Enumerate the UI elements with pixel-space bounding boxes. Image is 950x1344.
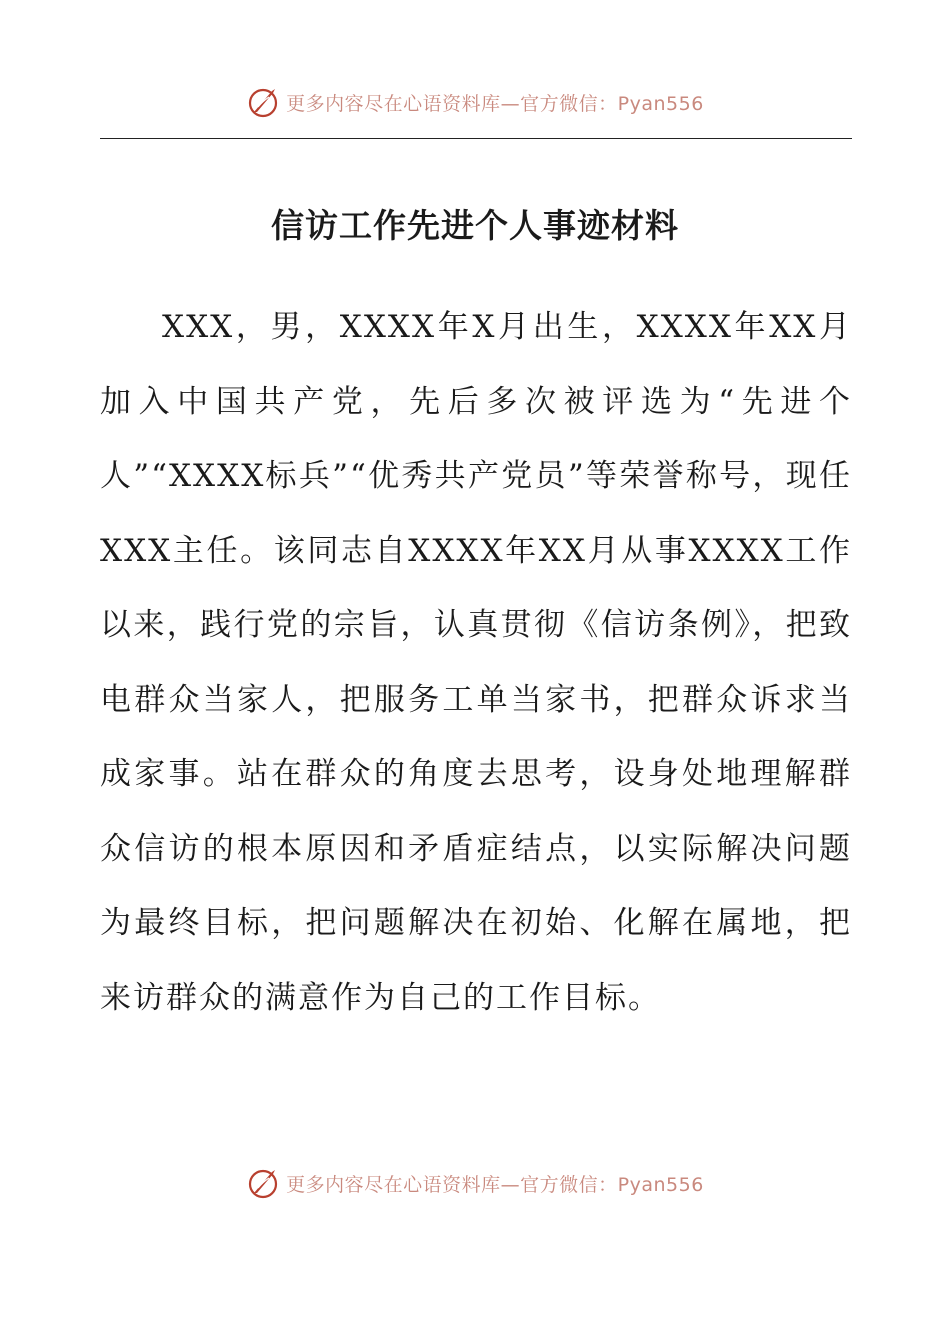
body-paragraph: XXX，男，XXXX年X月出生，XXXX年XX月加入中国共产党，先后多次被评选为“先进个人”“XXXX标兵”“优秀共产党员”等荣誉称号，现任XXX主任。该同志自XXXX年XX月从事XXXX工作以来，践行党的宗旨，认真贯彻《信访条例》，把致电群众当家人，把服务工单当家书，把群众诉求当成家事。站在群众的角度去思考，设身处地理解群众信访的根本原因和矛盾症结点，以实际解决问题为最终目标，把问题解决在初始、化解在属地，把来访群众的满意作为自己的工作目标。 <box>100 309 852 1016</box>
page-title: 信访工作先进个人事迹材料 <box>271 206 679 245</box>
quill-pen-circle-icon <box>246 85 280 119</box>
footer-banner <box>0 1163 950 1203</box>
quill-pen-circle-icon <box>246 1166 280 1200</box>
footer-banner-text: 更多内容尽在心语资料库—官方微信：Pyan556 <box>286 1173 704 1196</box>
header-banner-text: 更多内容尽在心语资料库—官方微信：Pyan556 <box>286 92 704 115</box>
header-divider <box>100 138 852 139</box>
header-banner <box>0 82 950 122</box>
